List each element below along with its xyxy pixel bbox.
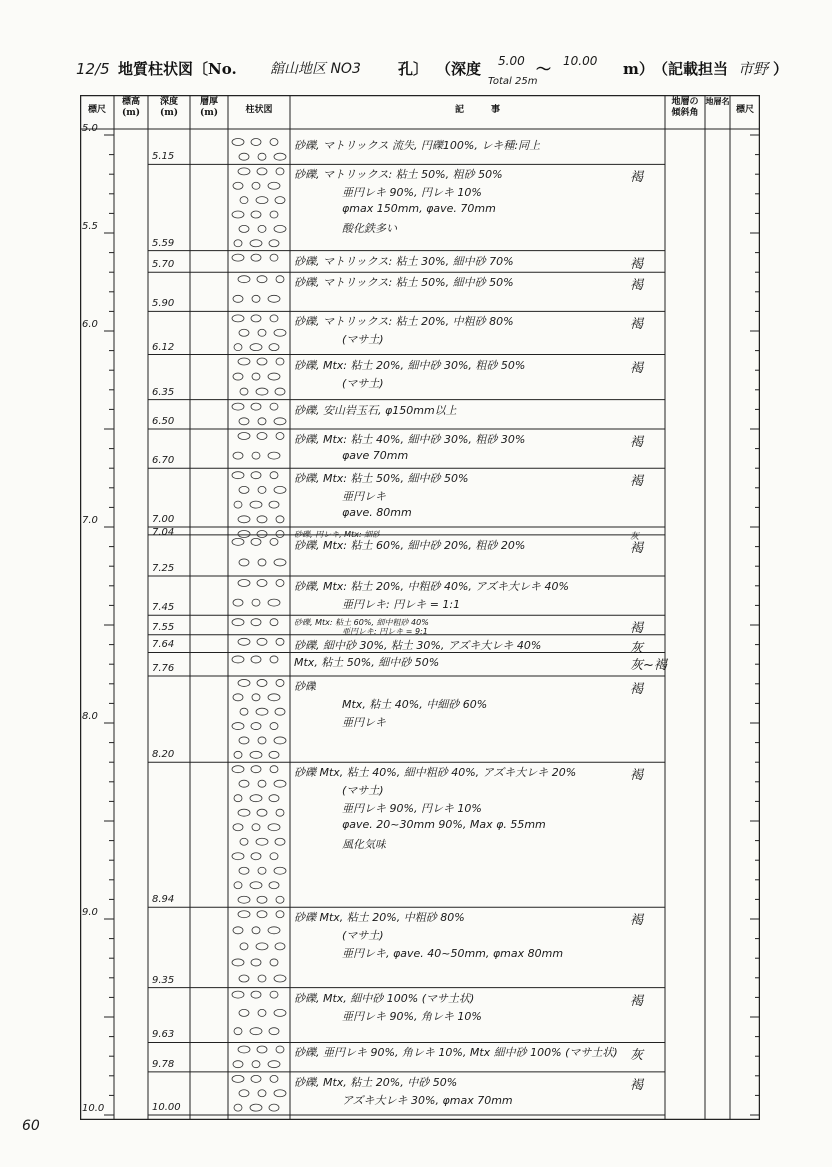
gravel-symbol — [256, 708, 268, 715]
gravel-symbol — [275, 838, 285, 845]
gravel-symbol — [268, 927, 280, 934]
layer-color-tag: 灰 — [630, 532, 640, 542]
layer-color-tag: 灰~褐 — [630, 658, 667, 674]
gravel-symbol — [257, 1046, 267, 1053]
gravel-symbol — [251, 766, 261, 773]
layer-color-tag: 褐 — [630, 256, 644, 272]
gravel-symbol — [257, 516, 267, 523]
gravel-symbol — [238, 168, 250, 175]
page-number: 60 — [22, 1118, 40, 1134]
gravel-symbol — [268, 182, 280, 189]
gravel-symbol — [258, 780, 266, 787]
gravel-symbol — [234, 751, 242, 758]
gravel-symbol — [232, 315, 244, 322]
gravel-symbol — [258, 225, 266, 232]
recorder-label: （記載担当 — [653, 60, 729, 78]
gravel-symbol — [258, 559, 266, 566]
layer-description: 砂礫 Mtx, 粘土 20%, 中粗砂 80% — [294, 911, 465, 925]
gravel-symbol — [274, 780, 286, 787]
layer-description: (マサ土) — [342, 784, 384, 798]
gravel-symbol — [257, 638, 267, 645]
gravel-symbol — [256, 943, 268, 950]
gravel-symbol — [233, 452, 243, 459]
gravel-symbol — [274, 486, 286, 493]
gravel-symbol — [258, 737, 266, 744]
gravel-symbol — [275, 943, 285, 950]
gravel-symbol — [252, 295, 260, 302]
layer-color-tag: 褐 — [630, 621, 644, 637]
layer-description: 砂礫, 細中砂 30%, 粘土 30%, アズキ大レキ 40% — [294, 638, 542, 652]
gravel-symbol — [268, 599, 280, 606]
layer-depth: 8.94 — [152, 894, 175, 906]
layer-description: 砂礫, マトリックス 流失, 円礫100%, レキ種:同上 — [294, 139, 541, 152]
gravel-symbol — [232, 403, 244, 410]
layer-color-tag: 褐 — [630, 435, 644, 450]
scale-label: 10.0 — [82, 1103, 105, 1114]
gravel-symbol — [276, 358, 284, 365]
gravel-symbol — [233, 373, 243, 380]
gravel-symbol — [251, 723, 261, 730]
layer-depth: 6.50 — [152, 416, 175, 427]
layer-description: 亜円レキ — [342, 715, 386, 729]
layer-description: 砂礫, 円レキ, Mtx: 細砂 — [294, 530, 381, 539]
gravel-symbol — [232, 619, 244, 626]
gravel-symbol — [238, 911, 250, 918]
gravel-symbol — [240, 708, 248, 715]
depth-tilde: ～ — [536, 60, 552, 78]
gravel-symbol — [276, 531, 284, 538]
layer-description: 砂礫, Mtx: 粘土 50%, 細中砂 50% — [294, 472, 469, 486]
layer-depth: 9.78 — [152, 1058, 175, 1070]
gravel-symbol — [257, 531, 267, 538]
gravel-symbol — [269, 344, 279, 351]
gravel-symbol — [251, 619, 261, 626]
sheet-title: 地質柱状図〔No. — [118, 60, 237, 78]
layer-description: 砂礫 — [294, 679, 316, 693]
gravel-symbol — [270, 211, 278, 218]
layer-description: 砂礫, マトリックス: 粘土 20%, 中粗砂 80% — [294, 315, 514, 329]
gravel-symbol — [269, 501, 279, 508]
gravel-symbol — [270, 619, 278, 626]
gravel-symbol — [257, 433, 267, 440]
gravel-symbol — [238, 1046, 250, 1053]
layer-description: 亜円レキ, φave. 40~50mm, φmax 80mm — [342, 947, 564, 961]
layer-description: (マサ土) — [342, 376, 384, 390]
gravel-symbol — [251, 139, 261, 146]
depth-label: （深度 — [436, 60, 482, 78]
gravel-symbol — [274, 418, 286, 425]
recorder-name: 市野 — [738, 60, 769, 78]
gravel-symbol — [232, 991, 244, 998]
layer-description: φave. 20~30mm 90%, Max φ. 55mm — [342, 818, 546, 832]
gravel-symbol — [250, 344, 262, 351]
gravel-symbol — [234, 795, 242, 802]
gravel-symbol — [270, 315, 278, 322]
layer-color-tag: 褐 — [630, 1077, 644, 1093]
layer-description: 風化気味 — [342, 838, 386, 852]
col-thickness: 層厚 (m) — [199, 97, 219, 118]
layer-depth: 7.64 — [152, 639, 175, 651]
layer-description: 砂礫, 亜円レキ 90%, 角レキ 10%, Mtx 細中砂 100% (マサ土状) — [294, 1046, 618, 1060]
layer-depth: 5.59 — [152, 237, 175, 249]
gravel-symbol — [232, 254, 244, 261]
layer-description: 砂礫, 安山岩玉石, φ150mm以上 — [294, 403, 457, 417]
layer-depth: 7.76 — [152, 662, 175, 674]
gravel-symbol — [257, 358, 267, 365]
layer-depth: 9.35 — [152, 974, 175, 986]
gravel-symbol — [270, 1075, 278, 1082]
scale-label: 8.0 — [82, 711, 98, 722]
gravel-symbol — [270, 656, 278, 663]
gravel-symbol — [276, 276, 284, 283]
layer-description: 砂礫, Mtx: 粘土 20%, 中粗砂 40%, アズキ大レキ 40% — [294, 580, 569, 593]
gravel-symbol — [268, 694, 280, 701]
gravel-symbol — [270, 139, 278, 146]
gravel-symbol — [239, 867, 249, 874]
gravel-symbol — [258, 153, 266, 160]
gravel-symbol — [251, 853, 261, 860]
gravel-symbol — [276, 896, 284, 903]
gravel-symbol — [256, 197, 268, 204]
gravel-symbol — [232, 959, 244, 966]
gravel-symbol — [270, 538, 278, 545]
gravel-symbol — [258, 418, 266, 425]
layer-description: (マサ土) — [342, 333, 384, 347]
layer-depth: 7.55 — [152, 621, 175, 633]
gravel-symbol — [251, 315, 261, 322]
gravel-symbol — [251, 538, 261, 545]
scale-label: 9.0 — [82, 907, 98, 918]
gravel-symbol — [276, 1046, 284, 1053]
gravel-symbol — [258, 329, 266, 336]
gravel-symbol — [274, 329, 286, 336]
layer-description: Mtx, 粘土 50%, 細中砂 50% — [294, 656, 440, 670]
gravel-symbol — [240, 388, 248, 395]
depth-unit: m） — [623, 60, 654, 78]
gravel-symbol — [238, 516, 250, 523]
layer-depth: 9.63 — [152, 1029, 175, 1041]
gravel-symbol — [250, 795, 262, 802]
layer-description: φave. 80mm — [342, 506, 412, 520]
gravel-symbol — [252, 694, 260, 701]
layer-description: 砂礫, Mtx: 粘土 40%, 細中砂 30%, 粗砂 30% — [294, 433, 526, 446]
layer-depth: 7.45 — [152, 602, 175, 614]
gravel-symbol — [257, 896, 267, 903]
gravel-symbol — [275, 388, 285, 395]
gravel-symbol — [274, 1009, 286, 1016]
layer-depth: 6.12 — [152, 341, 175, 353]
layer-description: 砂礫, マトリックス: 粘土 50%, 粗砂 50% — [294, 168, 503, 182]
gravel-symbol — [234, 1104, 242, 1111]
layer-depth: 10.00 — [152, 1102, 181, 1113]
gravel-symbol — [232, 211, 244, 218]
gravel-symbol — [256, 388, 268, 395]
layer-description: 砂礫, Mtx, 細中砂 100% (マサ土状) — [294, 991, 475, 1005]
gravel-symbol — [238, 531, 250, 538]
depth-from: 5.00 — [498, 54, 525, 68]
gravel-symbol — [258, 486, 266, 493]
layer-color-tag: 褐 — [630, 540, 644, 556]
layer-depth: 5.15 — [152, 151, 175, 163]
gravel-symbol — [257, 168, 267, 175]
gravel-symbol — [239, 559, 249, 566]
gravel-symbol — [238, 638, 250, 645]
gravel-symbol — [239, 737, 249, 744]
layer-description: 酸化鉄多い — [342, 222, 397, 236]
gravel-symbol — [251, 472, 261, 479]
scale-label: 5.0 — [82, 123, 98, 134]
gravel-symbol — [276, 168, 284, 175]
layer-color-tag: 褐 — [630, 170, 644, 186]
gravel-symbol — [251, 403, 261, 410]
layer-description: 砂礫, Mtx, 粘土 20%, 中砂 50% — [294, 1075, 458, 1089]
gravel-symbol — [238, 358, 250, 365]
borehole-log-table — [80, 95, 760, 1120]
layer-depth: 6.70 — [152, 455, 175, 467]
layer-description: 亜円レキ 90%, 円レキ 10% — [342, 186, 482, 200]
gravel-symbol — [233, 694, 243, 701]
scale-label: 6.0 — [82, 319, 98, 330]
header-close: ） — [773, 60, 789, 78]
sheet-header — [68, 52, 788, 92]
gravel-symbol — [239, 153, 249, 160]
gravel-symbol — [258, 1009, 266, 1016]
layer-depth: 8.20 — [152, 749, 175, 761]
layer-color-tag: 褐 — [630, 317, 644, 333]
gravel-symbol — [239, 486, 249, 493]
gravel-symbol — [268, 452, 280, 459]
gravel-symbol — [269, 240, 279, 247]
gravel-symbol — [257, 809, 267, 816]
gravel-symbol — [276, 679, 284, 686]
gravel-symbol — [251, 211, 261, 218]
layer-description: 砂礫, マトリックス: 粘土 50%, 細中砂 50% — [294, 276, 514, 290]
gravel-symbol — [250, 751, 262, 758]
gravel-symbol — [233, 824, 243, 831]
gravel-symbol — [276, 638, 284, 645]
gravel-symbol — [232, 538, 244, 545]
gravel-symbol — [233, 182, 243, 189]
gravel-symbol — [238, 433, 250, 440]
gravel-symbol — [239, 329, 249, 336]
layer-description: 亜円レキ 90%, 角レキ 10% — [342, 1009, 482, 1023]
layer-depth: 7.04 — [152, 527, 175, 538]
gravel-symbol — [270, 472, 278, 479]
gravel-symbol — [269, 882, 279, 889]
gravel-symbol — [233, 1061, 243, 1068]
gravel-symbol — [269, 1028, 279, 1035]
gravel-symbol — [239, 1090, 249, 1097]
gravel-symbol — [276, 433, 284, 440]
gravel-symbol — [257, 911, 267, 918]
hole-number: 舘山地区 NO3 — [270, 61, 361, 77]
gravel-symbol — [275, 708, 285, 715]
gravel-symbol — [270, 403, 278, 410]
layer-depth: 5.70 — [152, 259, 175, 271]
gravel-symbol — [276, 580, 284, 587]
gravel-symbol — [232, 853, 244, 860]
layer-color-tag: 褐 — [630, 993, 644, 1009]
gravel-symbol — [233, 295, 243, 302]
gravel-symbol — [270, 254, 278, 261]
gravel-symbol — [238, 896, 250, 903]
layer-depth: 6.35 — [152, 386, 175, 398]
gravel-symbol — [274, 153, 286, 160]
hole-suffix: 孔〕 — [398, 60, 429, 78]
depth-to: 10.00 — [563, 54, 598, 68]
layer-description: 砂礫, Mtx: 粘土 20%, 細中砂 30%, 粗砂 50% — [294, 358, 526, 372]
gravel-symbol — [274, 975, 286, 982]
gravel-symbol — [258, 975, 266, 982]
gravel-symbol — [232, 656, 244, 663]
col-layer-name: 地層名 — [705, 96, 730, 106]
gravel-symbol — [274, 225, 286, 232]
gravel-symbol — [232, 1075, 244, 1082]
layer-description: φave 70mm — [342, 448, 409, 462]
gravel-symbol — [270, 991, 278, 998]
gravel-symbol — [276, 516, 284, 523]
layer-description: 亜円レキ — [342, 490, 386, 504]
gravel-symbol — [269, 1104, 279, 1111]
total-depth: Total 25m — [488, 76, 538, 87]
gravel-symbol — [270, 853, 278, 860]
layer-description: 砂礫, マトリックス: 粘土 30%, 細中砂 70% — [294, 254, 514, 268]
gravel-symbol — [252, 1061, 260, 1068]
layer-description: 亜円レキ 90%, 円レキ 10% — [342, 802, 482, 816]
gravel-symbol — [250, 882, 262, 889]
layer-color-tag: 褐 — [630, 278, 644, 294]
gravel-symbol — [234, 240, 242, 247]
gravel-symbol — [252, 599, 260, 606]
gravel-symbol — [234, 344, 242, 351]
gravel-symbol — [274, 559, 286, 566]
gravel-symbol — [232, 766, 244, 773]
gravel-symbol — [239, 975, 249, 982]
layer-depth: 5.90 — [152, 298, 175, 310]
layer-description: (マサ土) — [342, 929, 384, 943]
col-scale-right: 標尺 — [735, 105, 754, 115]
gravel-symbol — [234, 1028, 242, 1035]
layer-color-tag: 灰 — [630, 1048, 644, 1064]
gravel-symbol — [234, 501, 242, 508]
layer-depth: 7.25 — [152, 563, 175, 574]
gravel-symbol — [239, 418, 249, 425]
gravel-symbol — [252, 182, 260, 189]
gravel-symbol — [250, 240, 262, 247]
col-elevation: 標高 (m) — [121, 97, 141, 118]
layer-color-tag: 褐 — [630, 360, 644, 376]
gravel-symbol — [274, 1090, 286, 1097]
gravel-symbol — [250, 501, 262, 508]
layer-color-tag: 褐 — [630, 474, 644, 490]
gravel-symbol — [251, 254, 261, 261]
gravel-symbol — [269, 751, 279, 758]
col-depth: 深度 (m) — [159, 97, 179, 118]
gravel-symbol — [240, 838, 248, 845]
gravel-symbol — [232, 472, 244, 479]
layer-description: 亜円レキ: 円レキ = 1:1 — [342, 597, 461, 611]
gravel-symbol — [274, 737, 286, 744]
gravel-symbol — [250, 1104, 262, 1111]
gravel-symbol — [250, 1028, 262, 1035]
gravel-symbol — [270, 766, 278, 773]
gravel-symbol — [276, 911, 284, 918]
gravel-symbol — [270, 959, 278, 966]
gravel-symbol — [268, 295, 280, 302]
col-scale: 標尺 — [87, 105, 106, 115]
gravel-symbol — [269, 795, 279, 802]
gravel-symbol — [251, 991, 261, 998]
gravel-symbol — [234, 882, 242, 889]
gravel-symbol — [257, 276, 267, 283]
gravel-symbol — [268, 373, 280, 380]
gravel-symbol — [252, 452, 260, 459]
gravel-symbol — [276, 809, 284, 816]
gravel-symbol — [252, 824, 260, 831]
gravel-symbol — [257, 679, 267, 686]
gravel-symbol — [252, 373, 260, 380]
gravel-symbol — [251, 1075, 261, 1082]
gravel-symbol — [233, 599, 243, 606]
gravel-symbol — [258, 1090, 266, 1097]
layer-description: アズキ大レキ 30%, φmax 70mm — [342, 1093, 513, 1107]
gravel-symbol — [240, 197, 248, 204]
gravel-symbol — [238, 809, 250, 816]
gravel-symbol — [268, 824, 280, 831]
layer-depth: 7.00 — [152, 514, 175, 525]
layer-description: 砂礫, Mtx: 粘土 60%, 細中砂 20%, 粗砂 20% — [294, 538, 526, 552]
col-description: 記 事 — [454, 105, 500, 115]
gravel-symbol — [232, 723, 244, 730]
gravel-symbol — [256, 838, 268, 845]
scale-label: 7.0 — [82, 515, 98, 526]
gravel-symbol — [238, 679, 250, 686]
gravel-symbol — [252, 927, 260, 934]
gravel-symbol — [275, 197, 285, 204]
col-column: 柱状図 — [245, 105, 273, 115]
gravel-symbol — [239, 225, 249, 232]
sheet-prefix: 12/5 — [76, 60, 110, 78]
gravel-symbol — [238, 276, 250, 283]
layer-color-tag: 灰 — [630, 640, 644, 656]
layer-color-tag: 褐 — [630, 913, 644, 929]
layer-description: φmax 150mm, φave. 70mm — [342, 202, 496, 216]
gravel-symbol — [239, 780, 249, 787]
gravel-symbol — [232, 139, 244, 146]
gravel-symbol — [258, 867, 266, 874]
layer-description: 砂礫, Mtx: 粘土 60%, 細中粗砂 40% — [294, 618, 429, 628]
gravel-symbol — [238, 580, 250, 587]
gravel-symbol — [268, 1061, 280, 1068]
col-dip: 地層の 傾斜角 — [671, 97, 699, 118]
gravel-symbol — [240, 943, 248, 950]
layer-color-tag: 褐 — [630, 681, 644, 697]
layer-description: 亜円レキ: 円レキ = 9:1 — [342, 627, 428, 637]
gravel-symbol — [233, 927, 243, 934]
gravel-symbol — [251, 959, 261, 966]
gravel-symbol — [239, 1009, 249, 1016]
scale-label: 5.5 — [82, 221, 98, 232]
gravel-symbol — [270, 723, 278, 730]
layer-description: Mtx, 粘土 40%, 中細砂 60% — [342, 697, 488, 711]
layer-description: 砂礫 Mtx, 粘土 40%, 細中粗砂 40%, アズキ大レキ 20% — [294, 766, 577, 780]
gravel-symbol — [257, 580, 267, 587]
gravel-symbol — [251, 656, 261, 663]
gravel-symbol — [274, 867, 286, 874]
layer-color-tag: 褐 — [630, 768, 644, 784]
